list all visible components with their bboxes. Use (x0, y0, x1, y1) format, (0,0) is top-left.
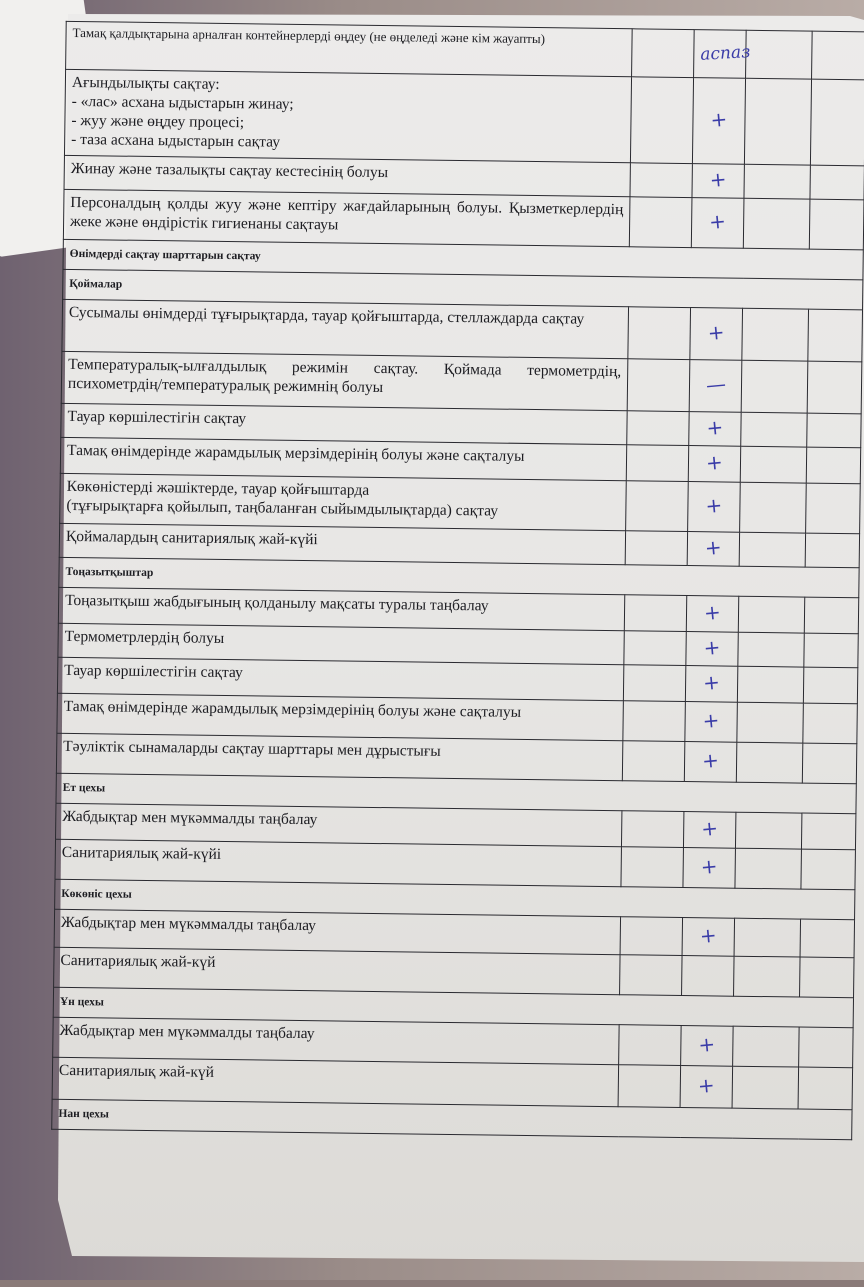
compliance-mark-cell (681, 1026, 734, 1067)
handwritten-mark: + (705, 449, 724, 476)
empty-cell (737, 702, 804, 743)
empty-cell (803, 667, 857, 704)
inspection-checklist-table (51, 21, 864, 1140)
requirement-line: Ағындылықты сақтау: (71, 73, 220, 93)
compliance-mark-cell (682, 956, 735, 997)
empty-cell (808, 309, 863, 362)
requirement-line: Тәуліктік сынамаларды сақтау шарттары мен дұрыстығы (63, 737, 441, 760)
empty-cell (628, 307, 691, 360)
empty-cell (625, 531, 687, 566)
empty-cell (800, 957, 855, 998)
handwritten-mark: + (701, 707, 721, 734)
requirement-text (63, 189, 630, 246)
requirement-line: Тамақ өнімдерінде жарамдылық мерзімдерінің болуы және сақталуы (63, 697, 522, 721)
handwritten-mark: + (700, 815, 720, 842)
compliance-mark-cell (692, 164, 744, 199)
empty-cell (801, 813, 855, 850)
requirement-line: - «лас» асхана ыдыстарын жинау; (71, 92, 294, 113)
section-title: Қоймалар (63, 269, 863, 309)
requirement-line: Қоймалардың санитариялық жай-күйі (65, 527, 318, 549)
empty-cell (742, 308, 809, 361)
compliance-mark-cell (682, 918, 734, 957)
empty-cell (732, 1066, 799, 1109)
requirement-line: Тамақ өнімдерінде жарамдылық мерзімдерінің болуы және сақталуы (66, 441, 525, 465)
requirement-text (61, 351, 628, 410)
compliance-mark-cell (684, 742, 737, 783)
empty-cell (623, 665, 685, 702)
handwritten-mark: — (704, 371, 727, 398)
handwritten-mark: + (704, 492, 724, 519)
requirement-line: Тауар көршілестігін сақтау (64, 661, 243, 682)
empty-cell (804, 633, 858, 668)
compliance-mark-cell (685, 702, 738, 743)
empty-cell (806, 483, 861, 534)
empty-cell (810, 79, 864, 166)
requirement-line: Санитариялық жай-күйі (61, 843, 222, 863)
empty-cell (806, 447, 860, 484)
checklist-row (64, 69, 864, 165)
empty-cell (624, 595, 686, 632)
empty-cell (632, 29, 695, 78)
requirement-line: Тауар көршілестігін сақтау (67, 407, 247, 428)
section-title: Ет цехы (56, 773, 856, 813)
requirement-line: Жабдықтар мен мүкәммалды таңбалау (62, 807, 318, 829)
handwritten-mark: + (696, 1072, 716, 1099)
handwritten-mark: + (708, 166, 728, 193)
empty-cell (734, 918, 800, 957)
empty-cell (627, 411, 689, 446)
requirement-line: - таза асхана ыдыстарын сақтау (71, 130, 281, 151)
compliance-mark-cell (685, 666, 737, 703)
empty-cell (621, 847, 684, 888)
compliance-mark-cell (686, 632, 738, 667)
section-title: Тоңазытқыштар (59, 557, 859, 597)
handwritten-mark: + (709, 106, 729, 133)
empty-cell (626, 481, 689, 532)
section-title: Ұн цехы (53, 987, 853, 1027)
empty-cell (741, 412, 807, 447)
empty-cell (738, 596, 804, 633)
compliance-mark-cell (683, 812, 735, 849)
handwritten-mark: аспаз (699, 42, 751, 65)
empty-cell (630, 163, 692, 198)
requirement-text (66, 21, 633, 76)
compliance-mark-cell (694, 30, 751, 79)
empty-cell (619, 1025, 682, 1066)
empty-cell (810, 165, 864, 200)
compliance-mark-cell (690, 308, 743, 361)
empty-cell (802, 743, 857, 784)
empty-cell (799, 1027, 854, 1068)
requirement-line: Санитариялық жай-күй (60, 951, 216, 971)
empty-cell (801, 849, 856, 890)
empty-cell (622, 741, 685, 782)
handwritten-mark: + (701, 747, 720, 774)
section-title: Өнімдерді сақтау шарттарын сақтау (63, 239, 863, 279)
handwritten-mark: + (698, 922, 718, 949)
handwritten-mark: + (705, 414, 725, 441)
requirement-line: Термометрлердің болуы (64, 627, 225, 647)
empty-cell (624, 631, 686, 666)
requirement-line: Тоңазытқыш жабдығының қолданылу мақсаты туралы таңбалау (65, 591, 489, 615)
compliance-mark-cell (689, 412, 741, 447)
empty-cell (630, 77, 693, 164)
empty-cell (741, 360, 808, 413)
handwritten-mark: + (706, 319, 726, 346)
compliance-mark-cell (687, 532, 739, 567)
empty-cell (812, 31, 864, 80)
compliance-mark-cell (683, 848, 736, 889)
empty-cell (734, 956, 801, 997)
empty-cell (736, 742, 803, 783)
empty-cell (739, 532, 805, 567)
empty-cell (743, 198, 810, 249)
empty-cell (735, 848, 802, 889)
handwritten-mark: + (702, 634, 722, 661)
requirement-line: Персоналдың қолды жуу және кептіру жағдайларының болуы. Қызметкерлердің жеке және өндірістік гигиенаны сақтауы (69, 193, 624, 234)
compliance-mark-cell (689, 360, 742, 413)
handwritten-mark: + (702, 669, 722, 696)
empty-cell (740, 446, 806, 483)
empty-cell (737, 666, 803, 703)
compliance-mark-cell (688, 482, 741, 533)
requirement-text (62, 299, 629, 358)
section-title: Көкөніс цехы (55, 879, 855, 919)
compliance-mark-cell (686, 596, 738, 633)
empty-cell (807, 361, 862, 414)
handwritten-mark: + (708, 208, 728, 235)
requirement-line: Сусымалы өнімдерді тұғырықтарда, тауар қойғыштарда, стеллаждарда сақтау (68, 303, 585, 328)
requirement-text (64, 69, 631, 162)
requirement-line: Жабдықтар мен мүкәммалды таңбалау (60, 913, 317, 935)
empty-cell (744, 164, 810, 199)
empty-cell (740, 482, 807, 533)
empty-cell (807, 413, 861, 448)
handwritten-mark: + (703, 534, 723, 561)
requirement-line: Температуралық-ылғалдылық режимін сақтау. Қоймада термометрдің, психометрдің/температуралық режимнің болуы (67, 355, 622, 397)
requirement-line: (тұғырықтарға қойылып, таңбаланған сыйымдылықтарда) сақтау (66, 496, 499, 520)
requirement-text (60, 473, 627, 530)
compliance-mark-cell (680, 1066, 733, 1109)
requirement-line: - жуу және өңдеу процесі; (71, 111, 245, 132)
handwritten-mark: + (699, 853, 719, 880)
requirement-text (52, 1057, 619, 1106)
empty-cell (746, 30, 813, 79)
empty-cell (804, 597, 858, 634)
compliance-mark-cell (692, 78, 745, 165)
empty-cell (738, 632, 804, 667)
empty-cell (735, 812, 801, 849)
empty-cell (809, 199, 864, 250)
empty-cell (805, 533, 859, 568)
empty-cell (618, 1065, 681, 1108)
section-title: Нан цехы (52, 1099, 852, 1139)
empty-cell (627, 359, 690, 412)
empty-cell (626, 445, 688, 482)
empty-cell (803, 703, 858, 744)
empty-cell (620, 955, 683, 996)
requirement-line: Көкөністерді жәшіктерде, тауар қойғыштарда (66, 477, 370, 499)
requirement-line: Тамақ қалдықтарына арналған контейнерлерді өңдеу (не өңделеді және кім жауапты) (72, 24, 546, 47)
handwritten-mark: + (703, 599, 722, 626)
empty-cell (620, 917, 682, 956)
requirement-line: Жабдықтар мен мүкәммалды таңбалау (59, 1021, 315, 1043)
empty-cell (744, 78, 811, 165)
empty-cell (629, 197, 692, 248)
empty-cell (800, 919, 854, 958)
compliance-mark-cell (691, 198, 744, 249)
empty-cell (798, 1067, 853, 1110)
empty-cell (623, 701, 686, 742)
checklist-body (52, 21, 864, 1139)
requirement-line: Санитариялық жай-күй (58, 1061, 215, 1081)
handwritten-mark: + (697, 1031, 717, 1058)
compliance-mark-cell (688, 446, 740, 483)
requirement-line: Жинау және тазалықты сақтау кестесінің болуы (70, 159, 389, 182)
empty-cell (733, 1026, 800, 1067)
empty-cell (621, 811, 683, 848)
